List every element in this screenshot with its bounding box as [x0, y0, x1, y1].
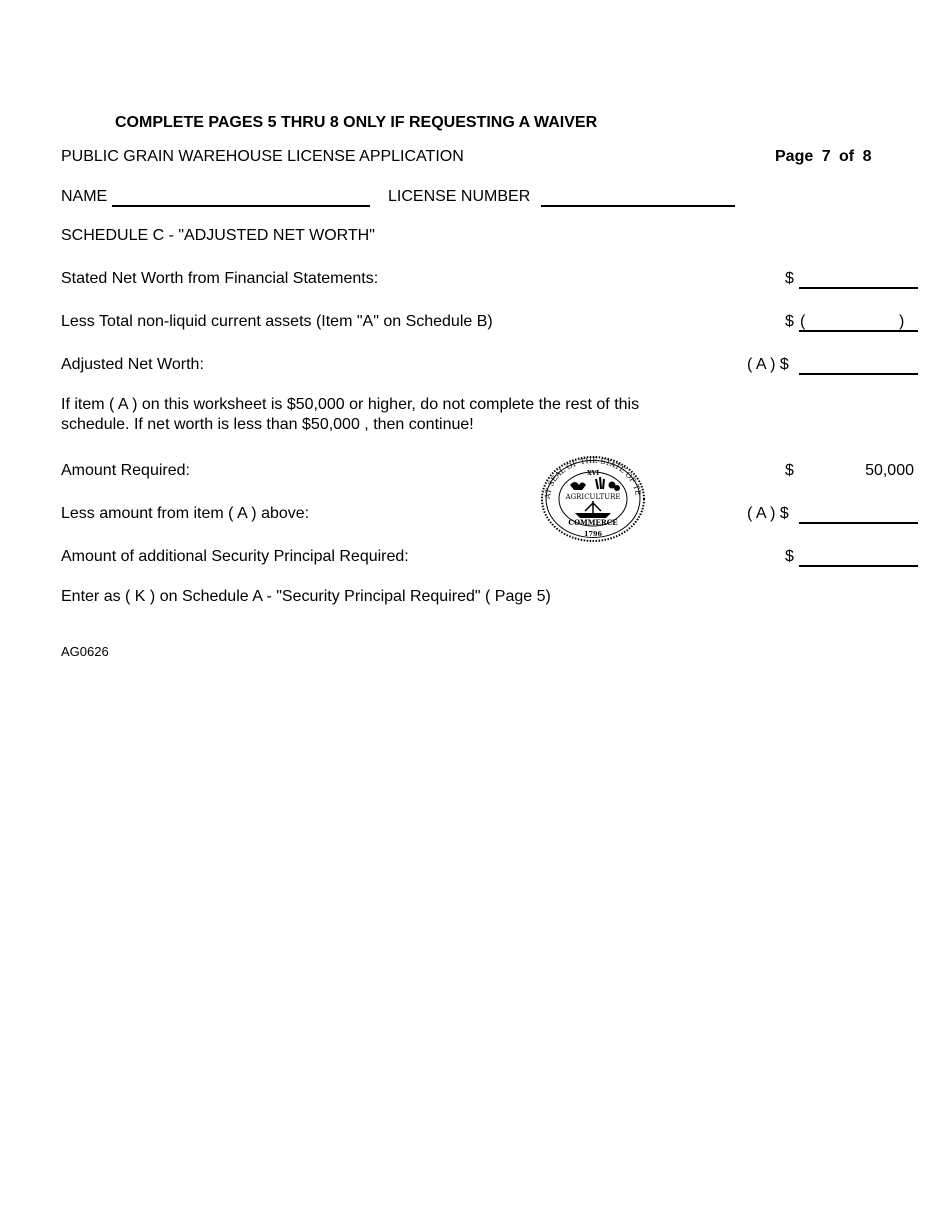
- schedule-title: SCHEDULE C - "ADJUSTED NET WORTH": [61, 227, 375, 244]
- less-amount-a-prefix: ( A ) $: [747, 505, 789, 522]
- form-title: PUBLIC GRAIN WAREHOUSE LICENSE APPLICATION: [61, 148, 464, 165]
- non-liquid-assets-field[interactable]: [799, 313, 918, 332]
- instruction-line-1: If item ( A ) on this worksheet is $50,000 or higher, do not complete the rest of this: [61, 396, 640, 413]
- stated-net-worth-label: Stated Net Worth from Financial Statements:: [61, 270, 379, 287]
- schedule-a-reference: Enter as ( K ) on Schedule A - "Security Principal Required" ( Page 5): [61, 588, 551, 605]
- amount-required-value: 50,000: [865, 462, 914, 479]
- amount-required-currency: $: [785, 462, 794, 479]
- seal-commerce: COMMERCE: [568, 518, 618, 527]
- stated-net-worth-field[interactable]: [799, 287, 918, 289]
- non-liquid-assets-currency: $: [785, 313, 794, 330]
- license-number-label: LICENSE NUMBER: [388, 188, 531, 205]
- seal-agriculture: AGRICULTURE: [565, 493, 621, 501]
- adjusted-net-worth-prefix: ( A ) $: [747, 356, 789, 373]
- additional-security-currency: $: [785, 548, 794, 565]
- license-number-field[interactable]: [541, 205, 735, 207]
- close-parenthesis: ): [899, 313, 905, 330]
- state-seal-icon: [540, 455, 646, 543]
- less-amount-a-field[interactable]: [799, 522, 918, 524]
- instruction-line-2: schedule. If net worth is less than $50,000 , then continue!: [61, 416, 474, 433]
- additional-security-label: Amount of additional Security Principal Required:: [61, 548, 409, 565]
- adjusted-net-worth-field[interactable]: [799, 373, 918, 375]
- less-amount-a-label: Less amount from item ( A ) above:: [61, 505, 310, 522]
- form-code: AG0626: [61, 644, 109, 659]
- additional-security-field[interactable]: [799, 565, 918, 567]
- seal-year: 1796: [583, 530, 603, 538]
- seal-outer-text: AT SEAL OF THE STATE OF TE: [542, 455, 643, 500]
- seal-roman: XVI: [586, 470, 600, 477]
- stated-net-worth-currency: $: [785, 270, 794, 287]
- adjusted-net-worth-label: Adjusted Net Worth:: [61, 356, 204, 373]
- open-parenthesis: (: [800, 313, 806, 330]
- page-number: Page 7 of 8: [775, 148, 872, 165]
- amount-required-label: Amount Required:: [61, 462, 190, 479]
- name-field[interactable]: [112, 205, 370, 207]
- waiver-notice: COMPLETE PAGES 5 THRU 8 ONLY IF REQUESTING A WAIVER: [115, 114, 598, 131]
- non-liquid-assets-label: Less Total non-liquid current assets (Item "A" on Schedule B): [61, 313, 493, 330]
- name-label: NAME: [61, 188, 108, 205]
